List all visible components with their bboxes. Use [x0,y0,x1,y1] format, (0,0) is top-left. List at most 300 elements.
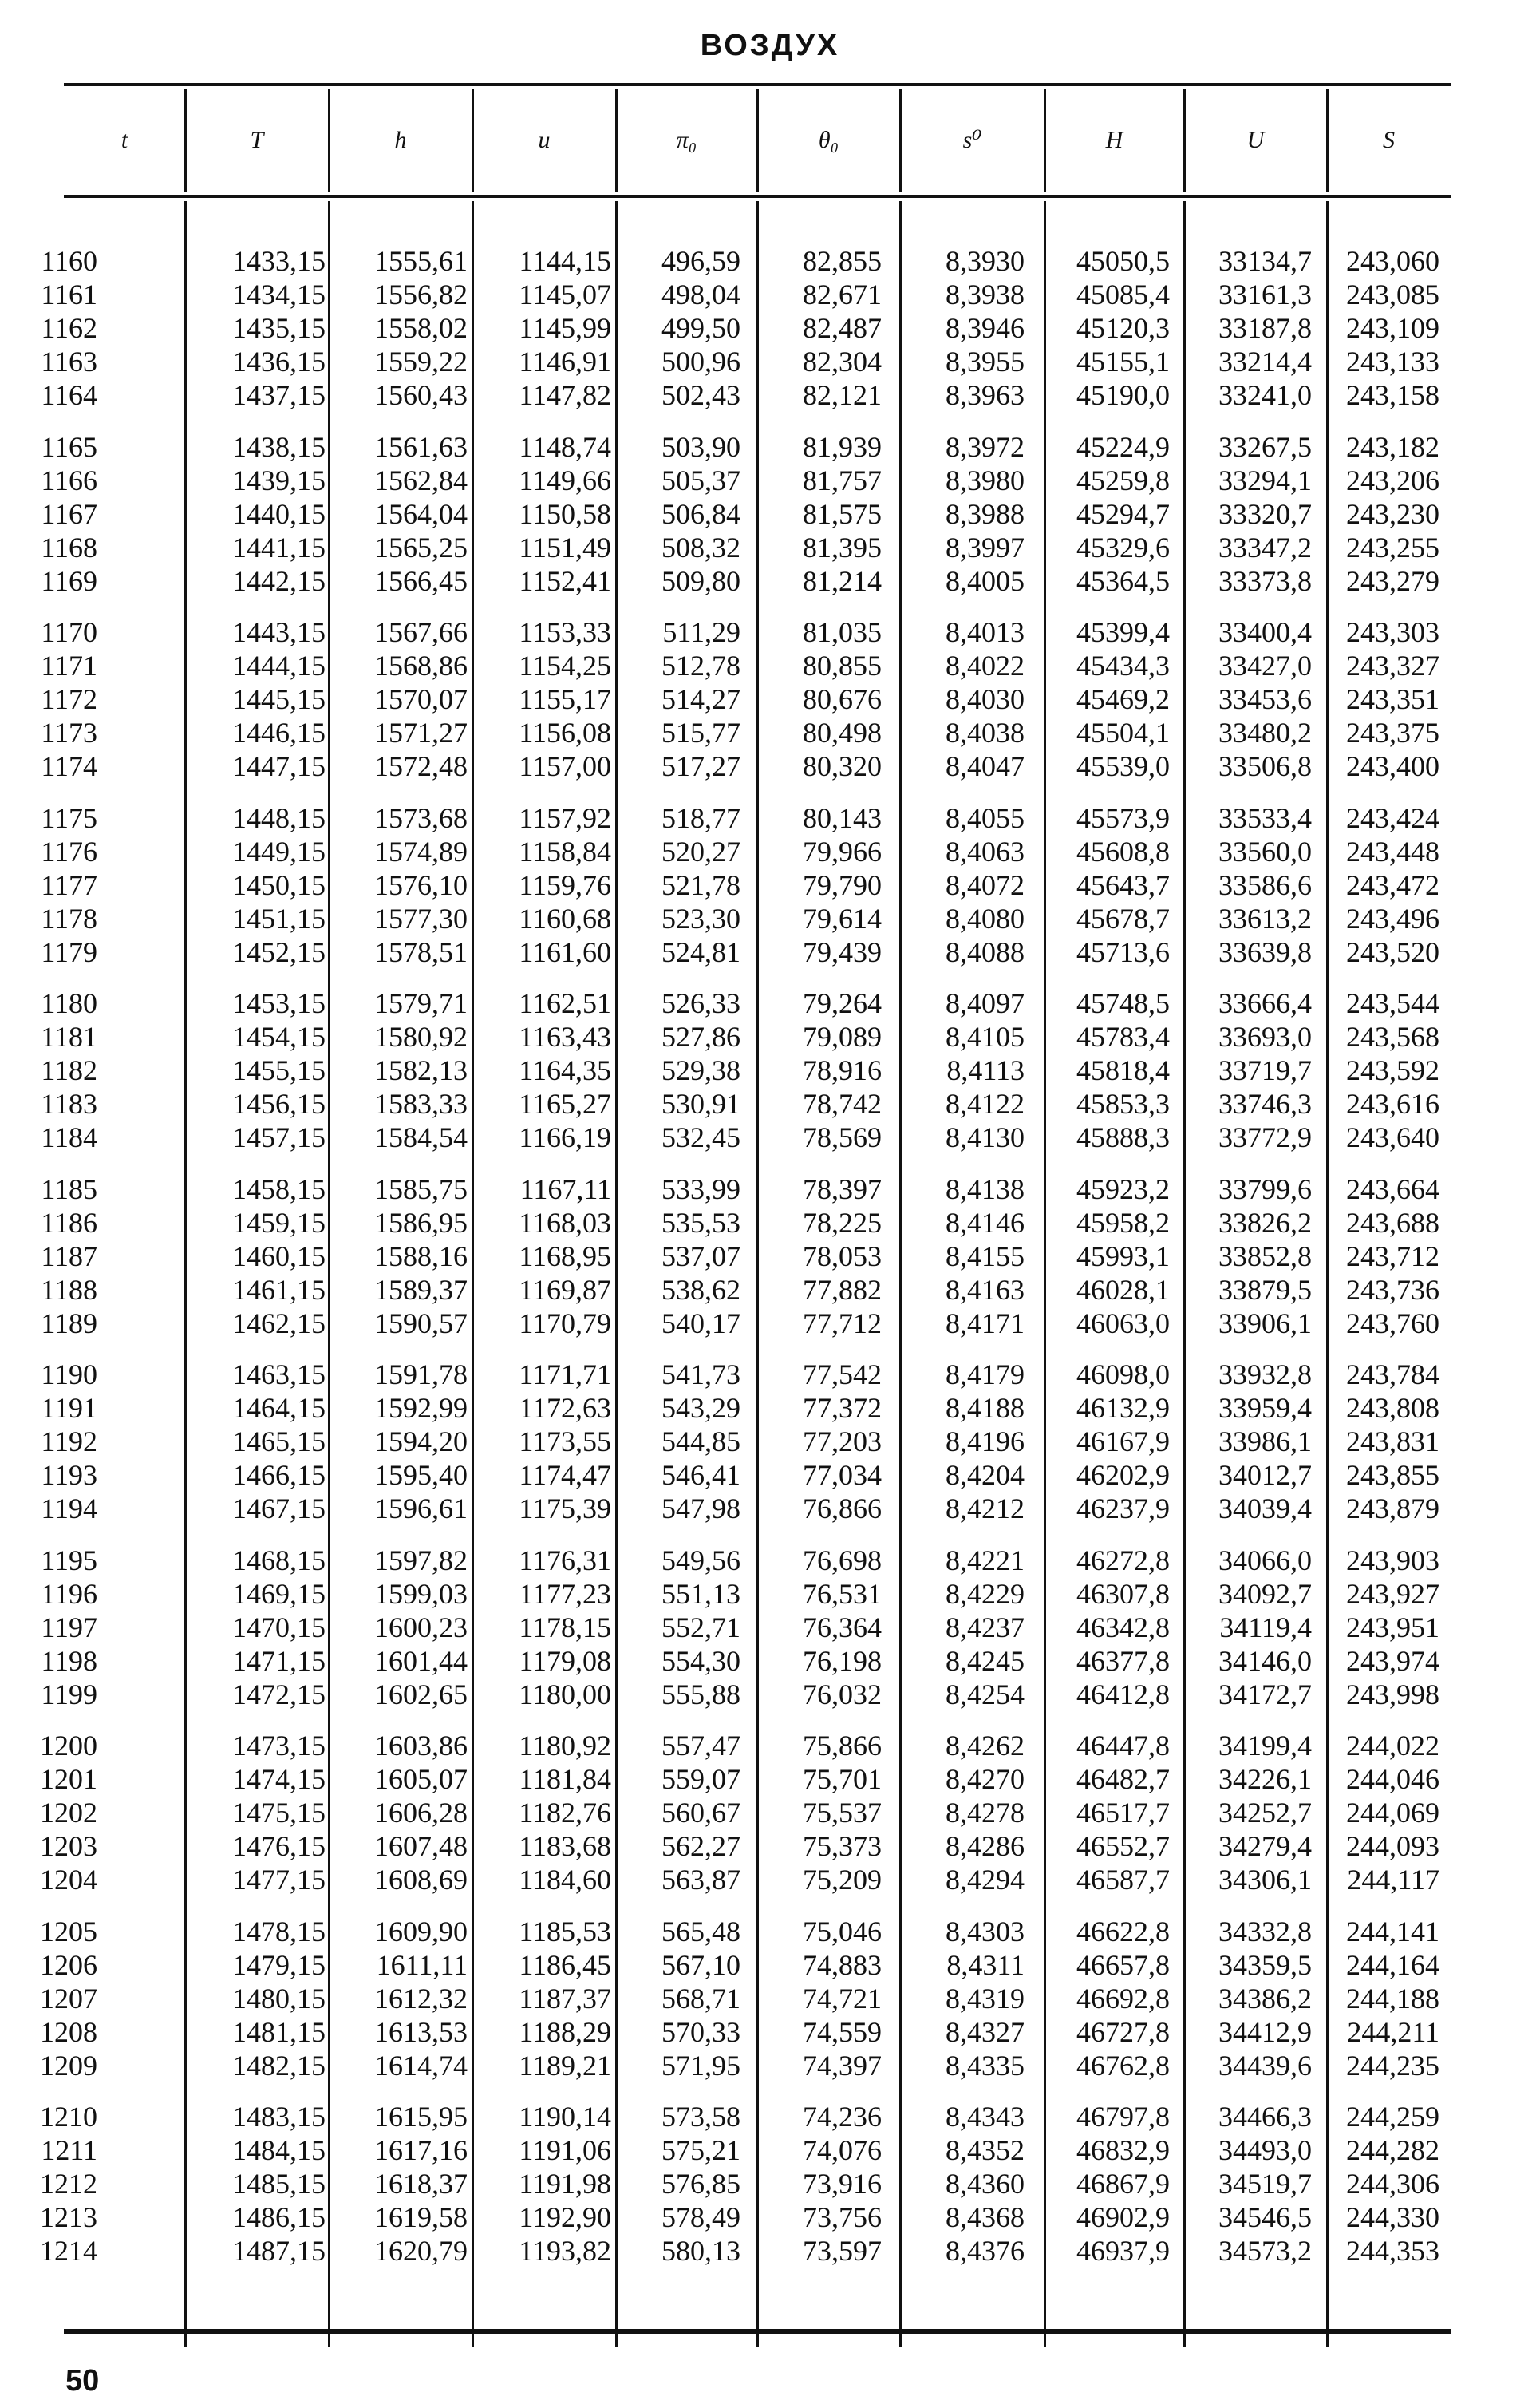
cell-u: 1158,84 [519,835,611,868]
cell-s0: 8,4278 [946,1797,1025,1829]
cell-U: 34573,2 [1218,2235,1312,2267]
cell-u: 1165,27 [519,1088,611,1120]
cell-h: 1574,89 [374,835,468,868]
header-cell-theta0: θ₀ [818,127,839,153]
cell-U: 34493,0 [1218,2134,1312,2166]
cell-U: 33373,8 [1218,564,1312,597]
cell-h: 1599,03 [374,1577,468,1610]
cell-T: 1460,15 [232,1240,326,1272]
cell-U: 33320,7 [1218,497,1312,530]
cell-t: 1182 [41,1054,97,1086]
row-group [41,244,1451,412]
cell-H: 45504,1 [1076,717,1170,749]
cell-h: 1617,16 [374,2134,468,2166]
cell-U: 33772,9 [1218,1121,1312,1153]
cell-t: 1165 [41,430,97,463]
cell-theta0: 77,034 [803,1459,882,1491]
table-row [41,1121,1451,1154]
cell-pi0: 520,27 [661,835,740,868]
cell-t: 1168 [41,531,97,563]
cell-theta0: 82,671 [803,279,882,310]
table-row [41,749,1451,783]
cell-T: 1476,15 [232,1830,326,1862]
table-row [40,1729,1451,1762]
cell-pi0: 505,37 [661,464,740,496]
cell-t: 1214 [40,2235,97,2267]
cell-S: 243,182 [1346,430,1439,463]
cell-U: 33799,6 [1218,1172,1312,1205]
cell-T: 1468,15 [232,1544,326,1576]
cell-h: 1603,86 [374,1730,468,1761]
table-row [41,378,1451,412]
cell-t: 1170 [41,616,97,648]
cell-U: 34226,1 [1218,1763,1312,1795]
table-row [41,649,1451,682]
cell-u: 1168,03 [519,1206,611,1239]
cell-T: 1482,15 [232,2049,326,2082]
cell-S: 244,235 [1346,2049,1439,2082]
cell-S: 243,060 [1346,245,1439,277]
cell-theta0: 82,487 [803,312,882,344]
cell-s0: 8,3988 [946,497,1025,530]
cell-h: 1608,69 [374,1864,468,1896]
cell-s0: 8,3972 [946,430,1025,463]
cell-theta0: 74,721 [803,1982,882,2015]
cell-pi0: 521,78 [661,868,740,901]
cell-s0: 8,3938 [946,279,1025,310]
cell-theta0: 82,304 [803,346,882,378]
row-group [41,430,1451,598]
table-row [40,2100,1451,2133]
cell-s0: 8,4113 [946,1054,1025,1086]
cell-s0: 8,4262 [946,1730,1025,1761]
table-row [41,2133,1451,2167]
cell-pi0: 571,95 [661,2049,740,2082]
cell-H: 45713,6 [1076,935,1170,968]
cell-T: 1471,15 [232,1644,326,1677]
cell-t: 1199 [41,1678,97,1710]
table-row [40,1948,1451,1982]
cell-u: 1190,14 [519,2101,611,2133]
cell-T: 1474,15 [232,1763,326,1795]
cell-S: 243,279 [1346,564,1439,597]
cell-U: 33932,8 [1218,1358,1312,1390]
cell-u: 1171,71 [519,1358,611,1390]
cell-U: 34066,0 [1218,1544,1312,1576]
cell-U: 33400,4 [1218,616,1312,648]
cell-u: 1159,76 [519,868,611,901]
cell-s0: 8,4221 [946,1544,1025,1576]
cell-U: 34519,7 [1218,2168,1312,2200]
cell-pi0: 529,38 [661,1054,740,1086]
cell-T: 1470,15 [232,1611,326,1643]
cell-H: 45539,0 [1076,750,1170,782]
header-cell-s0: s⁰ [962,127,982,153]
cell-T: 1438,15 [232,430,326,463]
cell-H: 46902,9 [1076,2201,1170,2233]
cell-H: 45399,4 [1076,616,1170,648]
cell-u: 1181,84 [519,1763,611,1795]
cell-U: 33241,0 [1218,379,1312,411]
cell-S: 243,616 [1346,1088,1439,1120]
cell-s0: 8,4368 [946,2201,1025,2233]
cell-u: 1178,15 [519,1611,611,1643]
cell-pi0: 576,85 [661,2168,740,2200]
cell-S: 243,664 [1346,1172,1439,1205]
cell-u: 1188,29 [519,2015,611,2048]
cell-H: 46342,8 [1076,1611,1170,1643]
cell-U: 34172,7 [1218,1678,1312,1710]
cell-T: 1486,15 [232,2201,326,2233]
cell-U: 34092,7 [1218,1577,1312,1610]
cell-theta0: 77,712 [803,1307,882,1339]
cell-T: 1452,15 [232,935,326,968]
cell-h: 1571,27 [374,717,468,749]
cell-pi0: 533,99 [661,1172,740,1205]
cell-u: 1162,51 [519,987,611,1019]
cell-H: 45329,6 [1076,531,1170,563]
cell-S: 244,330 [1346,2201,1439,2233]
cell-theta0: 76,531 [803,1577,882,1610]
cell-S: 244,164 [1346,1948,1439,1981]
cell-pi0: 523,30 [661,902,740,935]
cell-u: 1156,08 [519,717,611,749]
cell-S: 243,206 [1346,464,1439,496]
page-title: ВОЗДУХ [700,29,840,62]
cell-T: 1441,15 [232,531,326,563]
table-row [41,1240,1451,1273]
cell-theta0: 81,395 [803,531,882,563]
cell-u: 1189,21 [519,2049,611,2082]
cell-t: 1177 [41,868,97,901]
cell-theta0: 76,032 [803,1678,882,1710]
cell-theta0: 73,597 [803,2235,882,2267]
cell-theta0: 79,089 [803,1021,882,1053]
cell-s0: 8,3980 [946,464,1025,496]
cell-H: 46622,8 [1076,1915,1170,1947]
cell-U: 33959,4 [1218,1392,1312,1424]
cell-S: 243,568 [1346,1021,1439,1053]
column-divider [472,89,474,192]
header-cell-T: T [250,127,264,153]
cell-u: 1166,19 [519,1121,611,1153]
cell-h: 1582,13 [374,1054,468,1086]
cell-s0: 8,3930 [946,245,1025,277]
cell-u: 1169,87 [519,1273,611,1306]
table-row [41,345,1451,378]
cell-h: 1577,30 [374,902,468,935]
table-row [41,1425,1451,1458]
cell-u: 1172,63 [519,1392,611,1424]
cell-t: 1179 [41,935,97,968]
cell-H: 46867,9 [1076,2168,1170,2200]
cell-u: 1163,43 [519,1021,611,1053]
cell-T: 1442,15 [232,564,326,597]
cell-H: 45853,3 [1076,1088,1170,1120]
cell-t: 1201 [40,1763,97,1795]
cell-s0: 8,4196 [946,1425,1025,1457]
cell-H: 46202,9 [1076,1459,1170,1491]
cell-t: 1210 [40,2101,97,2133]
table-row [41,1678,1451,1711]
cell-U: 33826,2 [1218,1206,1312,1239]
cell-pi0: 578,49 [661,2201,740,2233]
cell-pi0: 535,53 [661,1206,740,1239]
cell-S: 243,109 [1346,312,1439,344]
cell-s0: 8,4179 [946,1358,1025,1390]
cell-s0: 8,3946 [946,312,1025,344]
cell-theta0: 74,559 [803,2015,882,2048]
cell-S: 243,903 [1346,1544,1439,1576]
cell-t: 1171 [41,650,97,682]
cell-u: 1173,55 [519,1425,611,1457]
cell-s0: 8,4013 [946,616,1025,648]
table-row [41,1054,1451,1087]
cell-T: 1472,15 [232,1678,326,1710]
cell-theta0: 82,855 [803,245,882,277]
table-row [40,1982,1451,2015]
cell-theta0: 77,372 [803,1392,882,1424]
cell-H: 45958,2 [1076,1206,1170,1239]
cell-t: 1184 [41,1121,97,1153]
cell-t: 1203 [40,1830,97,1862]
cell-u: 1157,00 [519,750,611,782]
cell-U: 33986,1 [1218,1425,1312,1457]
cell-S: 243,927 [1346,1577,1439,1610]
table-row [41,1577,1451,1611]
cell-T: 1437,15 [232,379,326,411]
cell-S: 244,259 [1346,2101,1439,2133]
cell-T: 1487,15 [232,2235,326,2267]
cell-pi0: 560,67 [661,1797,740,1829]
cell-pi0: 552,71 [661,1611,740,1643]
table-body [40,244,1451,2286]
cell-t: 1178 [41,902,97,935]
cell-H: 46167,9 [1076,1425,1170,1457]
cell-u: 1191,06 [519,2134,611,2166]
cell-h: 1597,82 [374,1544,468,1576]
cell-u: 1180,00 [519,1678,611,1710]
cell-u: 1151,49 [519,531,611,563]
cell-theta0: 75,046 [803,1915,882,1947]
cell-S: 244,282 [1346,2134,1439,2166]
cell-U: 34439,6 [1218,2049,1312,2082]
cell-T: 1444,15 [232,650,326,682]
table-row [41,1307,1451,1340]
cell-t: 1163 [41,346,97,378]
cell-U: 33560,0 [1218,835,1312,868]
cell-pi0: 532,45 [661,1121,740,1153]
cell-H: 45888,3 [1076,1121,1170,1153]
cell-theta0: 74,236 [803,2101,882,2133]
cell-U: 34146,0 [1218,1644,1312,1677]
cell-u: 1174,47 [519,1459,611,1491]
cell-t: 1172 [41,683,97,715]
cell-S: 243,998 [1346,1678,1439,1710]
cell-s0: 8,4171 [946,1307,1025,1339]
cell-u: 1187,37 [519,1982,611,2015]
cell-theta0: 77,542 [803,1358,882,1390]
cell-T: 1479,15 [232,1948,326,1981]
cell-pi0: 544,85 [661,1425,740,1457]
cell-U: 34119,4 [1219,1611,1312,1643]
cell-H: 45818,4 [1076,1054,1170,1086]
cell-pi0: 526,33 [661,987,740,1019]
cell-H: 46307,8 [1076,1577,1170,1610]
cell-t: 1183 [41,1088,97,1120]
table-row [41,902,1451,935]
cell-T: 1450,15 [232,868,326,901]
cell-theta0: 78,397 [803,1172,882,1205]
cell-u: 1186,45 [519,1948,611,1981]
cell-h: 1619,58 [374,2201,468,2233]
cell-T: 1459,15 [232,1206,326,1239]
cell-s0: 8,4245 [946,1644,1025,1677]
cell-u: 1184,60 [519,1864,611,1896]
cell-pi0: 559,07 [661,1763,740,1795]
cell-h: 1567,66 [374,616,468,648]
cell-S: 243,230 [1346,497,1439,530]
table-row [40,1863,1451,1896]
cell-H: 45434,3 [1076,650,1170,682]
cell-h: 1590,57 [374,1307,468,1339]
cell-theta0: 79,790 [803,868,882,901]
cell-t: 1185 [41,1172,97,1205]
cell-H: 45259,8 [1076,464,1170,496]
cell-H: 46552,7 [1076,1830,1170,1862]
cell-S: 243,375 [1346,717,1439,749]
cell-T: 1451,15 [232,902,326,935]
cell-h: 1605,07 [374,1763,468,1795]
cell-t: 1211 [41,2134,97,2166]
column-divider [184,89,187,192]
cell-s0: 8,3955 [946,346,1025,378]
cell-S: 244,306 [1346,2168,1439,2200]
cell-s0: 8,4311 [946,1948,1025,1981]
cell-u: 1147,82 [519,379,611,411]
cell-t: 1200 [40,1730,97,1761]
cell-U: 33347,2 [1218,531,1312,563]
cell-t: 1186 [41,1206,97,1239]
cell-T: 1465,15 [232,1425,326,1457]
table-row [41,1273,1451,1307]
cell-t: 1209 [40,2049,97,2082]
cell-t: 1180 [41,987,97,1019]
cell-theta0: 78,742 [803,1088,882,1120]
cell-U: 34466,3 [1218,2101,1312,2133]
cell-u: 1148,74 [519,430,611,463]
cell-h: 1589,37 [374,1273,468,1306]
cell-U: 33906,1 [1218,1307,1312,1339]
cell-U: 33480,2 [1218,717,1312,749]
cell-h: 1565,25 [374,531,468,563]
table-row [41,801,1451,835]
cell-T: 1467,15 [232,1493,326,1524]
cell-h: 1560,43 [374,379,468,411]
cell-h: 1592,99 [374,1392,468,1424]
cell-h: 1559,22 [374,346,468,378]
cell-S: 243,255 [1346,531,1439,563]
header-cell-h: h [394,127,407,153]
cell-h: 1591,78 [374,1358,468,1390]
cell-T: 1445,15 [232,683,326,715]
cell-pi0: 503,90 [661,430,740,463]
cell-u: 1191,98 [519,2168,611,2200]
cell-s0: 8,4352 [946,2134,1025,2166]
table-row [41,1020,1451,1054]
cell-U: 33852,8 [1218,1240,1312,1272]
cell-theta0: 80,320 [803,750,882,782]
cell-theta0: 78,225 [803,1206,882,1239]
cell-U: 33613,2 [1218,902,1312,935]
cell-S: 243,831 [1346,1425,1439,1457]
cell-S: 244,188 [1346,1982,1439,2015]
table-row [41,430,1451,464]
cell-T: 1436,15 [232,346,326,378]
column-divider [328,89,330,192]
cell-h: 1595,40 [374,1459,468,1491]
cell-pi0: 515,77 [661,717,740,749]
cell-h: 1602,65 [374,1678,468,1710]
cell-H: 46377,8 [1076,1644,1170,1677]
table-row [41,564,1451,598]
cell-S: 243,520 [1346,935,1439,968]
cell-t: 1192 [41,1425,97,1457]
cell-t: 1187 [41,1240,97,1272]
table-row [41,244,1451,278]
cell-U: 34012,7 [1218,1459,1312,1491]
cell-pi0: 555,88 [661,1678,740,1710]
cell-T: 1453,15 [232,987,326,1019]
table-row [41,1611,1451,1644]
cell-u: 1145,07 [519,279,611,310]
column-divider [899,89,902,192]
cell-s0: 8,4146 [946,1206,1025,1239]
cell-theta0: 73,916 [803,2168,882,2200]
cell-t: 1213 [40,2201,97,2233]
cell-s0: 8,4138 [946,1172,1025,1205]
cell-T: 1463,15 [232,1358,326,1390]
cell-h: 1594,20 [374,1425,468,1457]
cell-theta0: 75,537 [803,1797,882,1829]
cell-t: 1176 [41,835,97,868]
cell-u: 1152,41 [519,564,611,597]
cell-pi0: 547,98 [661,1493,740,1524]
cell-s0: 8,4286 [946,1830,1025,1862]
cell-T: 1435,15 [232,312,326,344]
cell-t: 1164 [41,379,97,411]
cell-H: 46272,8 [1076,1544,1170,1576]
cell-t: 1162 [41,312,97,344]
bottom-rule [64,2329,1451,2334]
cell-u: 1179,08 [519,1644,611,1677]
cell-T: 1485,15 [232,2168,326,2200]
table-row [41,1458,1451,1492]
cell-h: 1596,61 [374,1493,468,1524]
cell-u: 1167,11 [519,1172,611,1205]
cell-U: 33506,8 [1218,750,1312,782]
cell-s0: 8,4088 [946,935,1025,968]
cell-theta0: 80,855 [803,650,882,682]
cell-H: 45783,4 [1076,1021,1170,1053]
cell-theta0: 76,866 [803,1493,882,1524]
table-row [41,531,1451,564]
table-row [41,311,1451,345]
cell-T: 1446,15 [232,717,326,749]
cell-U: 33586,6 [1218,868,1312,901]
cell-u: 1185,53 [519,1915,611,1947]
cell-theta0: 81,214 [803,564,882,597]
